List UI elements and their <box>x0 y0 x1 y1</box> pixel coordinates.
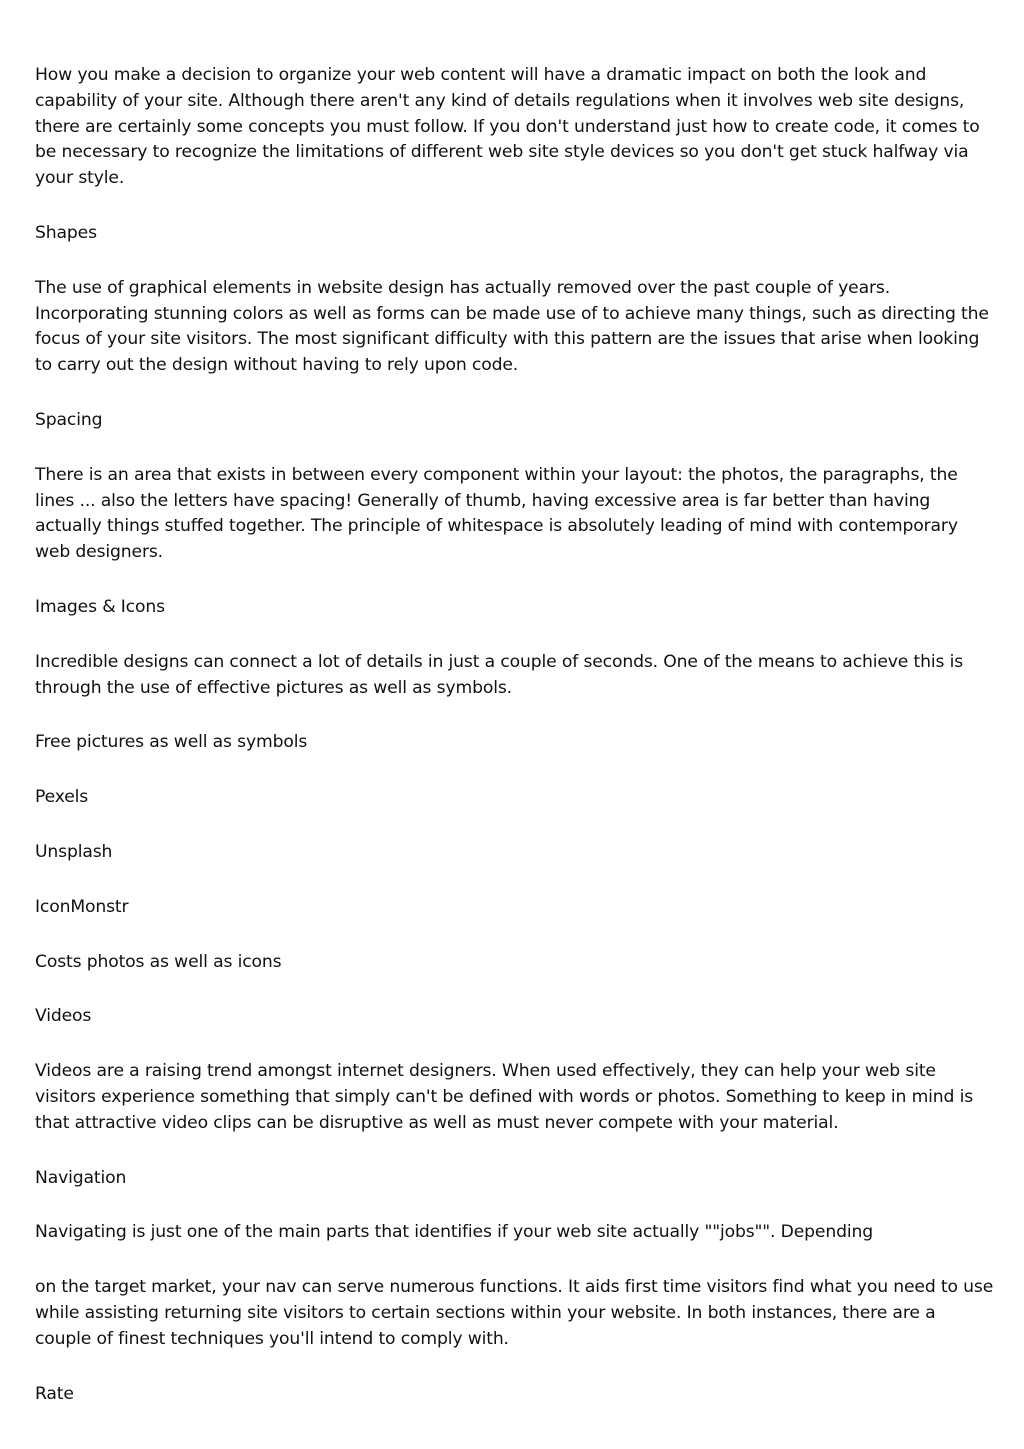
resource-pexels: Pexels <box>35 787 89 808</box>
heading-navigation: Navigation <box>35 1167 127 1188</box>
videos-paragraph: Videos are a raising trend amongst internet designers. When used effectively, they can help your web site visitors experience something that simply can't be defined with words or photos. Something to keep in mind is that attractive video clips can be disruptive as well as must never compete with your material. <box>35 1061 974 1133</box>
heading-images-icons: Images & Icons <box>35 596 165 617</box>
heading-rate: Rate <box>35 1383 74 1404</box>
heading-spacing: Spacing <box>35 409 103 430</box>
document-body <box>35 63 995 1436</box>
paid-resources-line: Costs photos as well as icons <box>35 951 282 972</box>
free-resources-line: Free pictures as well as symbols <box>35 732 308 753</box>
intro-paragraph: How you make a decision to organize your web content will have a dramatic impact on both the look and capability of your site. Although there aren't any kind of details regulations when it involves web site designs, there are certainly some concepts you must follow. If you don't understand just how to create code, it comes to be necessary to recognize the limitations of different web site style devices so you don't get stuck halfway via your style. <box>35 65 980 189</box>
navigation-paragraph-2: on the target market, your nav can serve numerous functions. It aids first time visitors find what you need to use while assisting returning site visitors to certain sections within your website. In both instances, there are a couple of finest techniques you'll intend to comply with. <box>35 1277 994 1349</box>
heading-videos: Videos <box>35 1006 92 1027</box>
navigation-paragraph-1: Navigating is just one of the main parts that identifies if your web site actually ""jobs"". Depending <box>35 1222 873 1243</box>
images-icons-paragraph: Incredible designs can connect a lot of details in just a couple of seconds. One of the means to achieve this is through the use of effective pictures as well as symbols. <box>35 651 964 698</box>
spacing-paragraph: There is an area that exists in between every component within your layout: the photos, the paragraphs, the lines ... also the letters have spacing! Generally of thumb, having excessive area is far better than having actually things stuffed together. The principle of whitespace is absolutely leading of mind with contemporary web designers. <box>35 464 958 563</box>
resource-iconmonstr: IconMonstr <box>35 896 129 917</box>
shapes-paragraph: The use of graphical elements in website design has actually removed over the past couple of years. Incorporating stunning colors as well as forms can be made use of to achieve many things, such as directing the focus of your site visitors. The most significant difficulty with this pattern are the issues that arise when looking to carry out the design without having to rely upon code. <box>35 277 989 376</box>
resource-unsplash: Unsplash <box>35 841 113 862</box>
heading-shapes: Shapes <box>35 222 97 243</box>
